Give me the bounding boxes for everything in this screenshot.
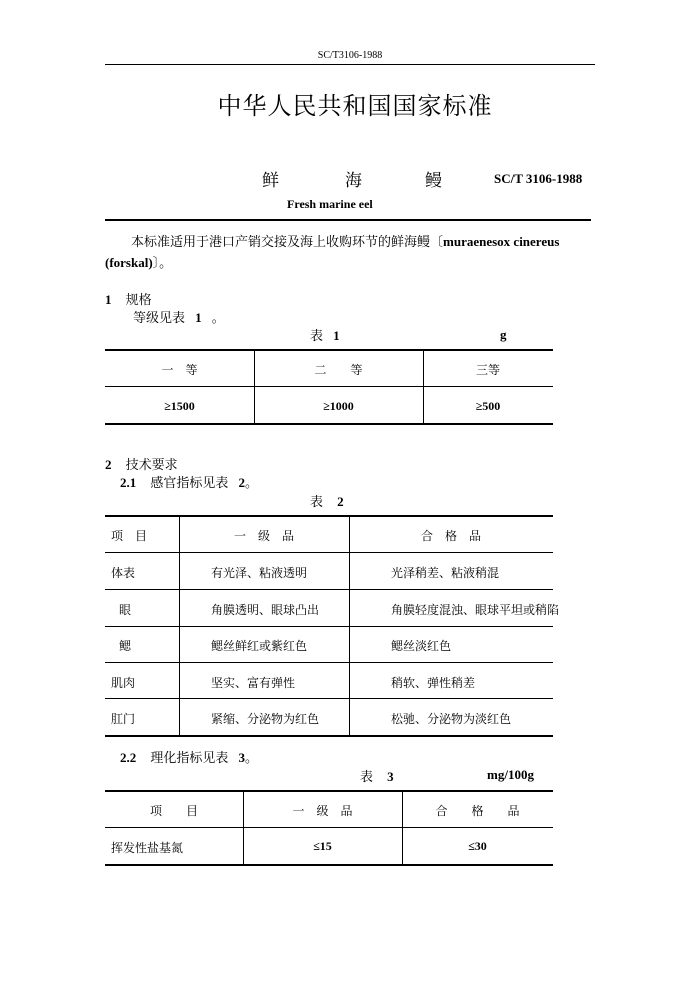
section-2-heading [105,454,178,473]
table-2-row-5-first-grade: 紧缩、分泌物为红色 [211,712,320,726]
table-3 [105,790,553,866]
table-2-row-3-item: 鳃 [119,639,132,653]
table-2-caption-label: 表 [310,495,324,510]
section-2-1-line [120,472,258,491]
table-1-value-grade-1: ≥1500 [164,399,195,413]
standard-code: SC/T 3106-1988 [494,171,583,186]
section-2-2-line [120,747,258,766]
table-2-row-1-qualified: 光泽稍差、粘液稍混 [391,566,500,580]
table-2-row-4-item: 肌肉 [111,676,136,690]
section-1-number: 1 [105,292,112,307]
table-2-row-2-first-grade: 角膜透明、眼球凸出 [211,603,320,617]
scope-tail: 〕。 [152,256,173,271]
table-2-row-1-first-grade: 有光泽、粘液透明 [211,566,308,580]
table-2-header-first-grade: 一 级 品 [233,529,294,543]
table-3-row-qualified: ≤30 [468,839,487,853]
header-rule [105,64,595,65]
section-2-number: 2 [105,457,112,472]
table-1-caption-label: 表 [310,329,324,344]
section-2-2-table-ref: 3 [238,750,246,765]
table-2-row-5-item: 肛门 [111,712,136,726]
table-2-row-3-first-grade: 鳃丝鲜红或紫红色 [211,639,308,653]
english-title: Fresh marine eel [287,197,373,211]
table-3-row-item: 挥发性盐基氮 [111,841,184,855]
table-3-caption [360,766,394,785]
table-2-row-1-item: 体表 [111,566,136,580]
table-2-header-item: 项 目 [111,529,148,543]
running-header: SC/T3106-1988 [317,50,383,61]
section-2-2-number: 2.2 [120,750,137,765]
table-1-value-grade-3: ≥500 [475,399,501,413]
table-2-row-4-qualified: 稍软、弹性稍差 [391,676,476,690]
section-1-heading [105,289,152,308]
standard-name-char-2: 海 [345,171,362,191]
table-1-value-grade-2: ≥1000 [323,399,354,413]
scope-text: 本标准适用于港口产销交接及海上收购环节的鲜海鳗〔 [131,235,444,250]
table-3-row-first-grade: ≤15 [313,839,332,853]
table-2-row-5-qualified: 松驰、分泌物为淡红色 [391,712,512,726]
section-1-line [133,307,225,326]
table-1-header-grade-3: 三等 [475,363,500,377]
section-2-1-text: 感官指标见表 [150,476,229,491]
table-1 [105,349,553,425]
table-2-header-qualified: 合 格 品 [420,529,481,543]
table-2-row-2-item: 眼 [119,603,132,617]
section-1-line-end: 。 [211,311,225,326]
section-2-2-text: 理化指标见表 [150,751,229,766]
section-1-title: 规格 [125,293,152,308]
table-3-header-item: 项 目 [149,804,198,818]
table-3-header-qualified: 合 格 品 [435,804,520,818]
standard-name-char-1: 鲜 [262,171,279,191]
section-2-title: 技术要求 [125,458,178,473]
section-2-2-end: 。 [245,751,259,766]
section-1-line-text: 等级见表 [133,311,186,326]
table-1-unit: g [500,327,507,342]
standard-name-char-3: 鳗 [425,171,442,191]
table-3-header-first-grade: 一 级 品 [292,804,353,818]
table-1-header-grade-2: 二 等 [314,363,363,377]
scope-paragraph [105,232,595,274]
section-2-1-table-ref: 2 [238,475,246,490]
page-title: 中华人民共和国国家标准 [217,92,493,120]
table-2-row-2-qualified: 角膜轻度混浊、眼球平坦或稍陷 [391,603,560,617]
table-2-row-4-first-grade: 坚实、富有弹性 [211,676,296,690]
table-3-caption-number: 3 [387,769,394,784]
section-1-table-ref: 1 [195,310,202,325]
table-2-row-3-qualified: 鳃丝淡红色 [391,639,452,653]
table-3-caption-label: 表 [360,770,374,785]
section-2-1-number: 2.1 [120,475,137,490]
table-1-caption [310,325,340,344]
table-1-header-grade-1: 一 等 [161,363,198,377]
table-2 [105,515,560,737]
section-2-1-end: 。 [245,476,259,491]
title-rule [105,219,591,221]
table-1-caption-number: 1 [333,328,340,343]
scope-latin-name: muraenesox cinereus (forskal) [105,234,560,270]
table-2-caption-number: 2 [337,494,344,509]
table-3-unit: mg/100g [487,767,534,782]
table-2-caption [310,491,344,510]
